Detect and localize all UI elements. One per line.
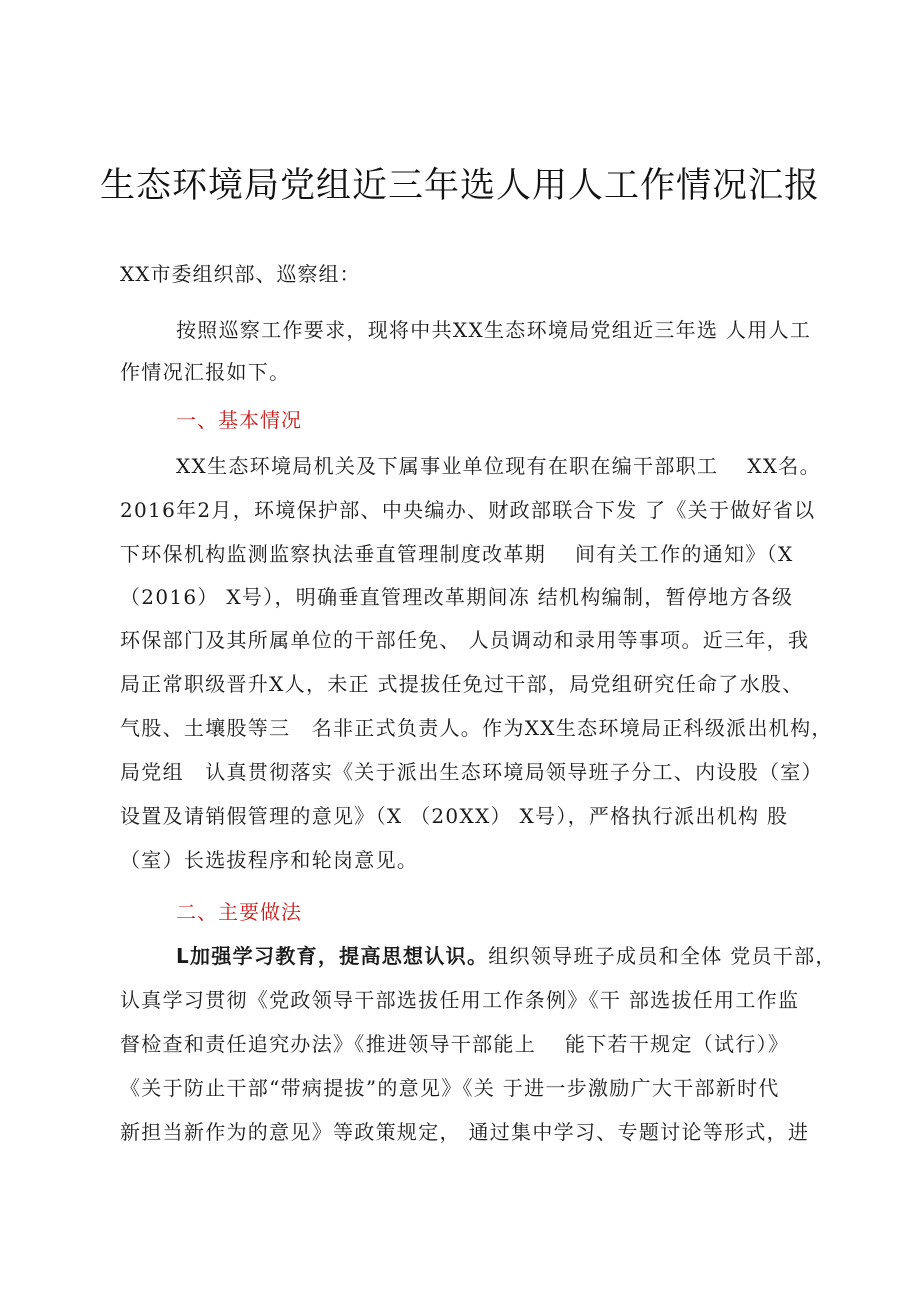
section1-line-7: 气股、土壤股等三 名非正式负责人。作为XX生态环境局正科级派出机构，: [120, 716, 833, 740]
section1-line-3: 下环保机构监测监察执法垂直管理制度改革期 间有关工作的通知》（X: [120, 542, 794, 566]
intro-line-2: 作情况汇报如下。: [120, 360, 291, 384]
section1-line-6: 局正常职级晋升X人，未正 式提拔任免过干部，局党组研究任命了水股、: [120, 672, 804, 696]
salutation: XX市委组织部、巡察组：: [120, 262, 361, 286]
section1-line-5: 环保部门及其所属单位的干部任免、 人员调动和录用等事项。近三年，我: [120, 628, 810, 652]
document-title: 生态环境局党组近三年选人用人工作情况汇报: [99, 166, 820, 206]
section1-line-2: 2016年2月，环境保护部、中央编办、财政部联合下发 了《关于做好省以: [120, 498, 816, 522]
section2-line-1: [176, 940, 837, 969]
section1-line-1: XX生态环境局机关及下属事业单位现有在职在编干部职工 XX名。: [176, 454, 821, 478]
intro-line-1: 按照巡察工作要求，现将中共XX生态环境局党组近三年选 人用人工: [176, 318, 812, 342]
section2-line-1-text: 组织领导班子成员和全体 党员干部，: [488, 944, 837, 968]
section2-line-2: 认真学习贯彻《党政领导干部选拔任用工作条例》《干 部选拔任用工作监: [120, 988, 800, 1012]
section1-line-4: （2016） X号），明确垂直管理改革期间冻 结机构编制，暂停地方各级: [120, 585, 794, 609]
section-heading-basic: 一、基本情况: [176, 408, 302, 432]
section2-bold-lead: L加强学习教育，提高思想认识。: [176, 944, 489, 968]
section1-line-9: 设置及请销假管理的意见》（X （20XX） X号），严格执行派出机构 股: [120, 804, 789, 828]
section2-line-3: 督检查和责任追究办法》《推进领导干部能上 能下若干规定（试行）》: [120, 1032, 790, 1056]
section-heading-practices: 二、主要做法: [176, 900, 302, 924]
section2-line-4: 《关于防止干部“带病提拔”的意见》《关 于进一步激励广大干部新时代: [120, 1076, 780, 1100]
section1-line-8: 局党组 认真贯彻落实《关于派出生态环境局领导班子分工、内设股（室）: [120, 760, 823, 784]
section1-line-10: （室）长选拔程序和轮岗意见。: [120, 848, 419, 872]
section2-line-5: 新担当新作为的意见》等政策规定， 通过集中学习、专题讨论等形式，进: [120, 1120, 810, 1144]
